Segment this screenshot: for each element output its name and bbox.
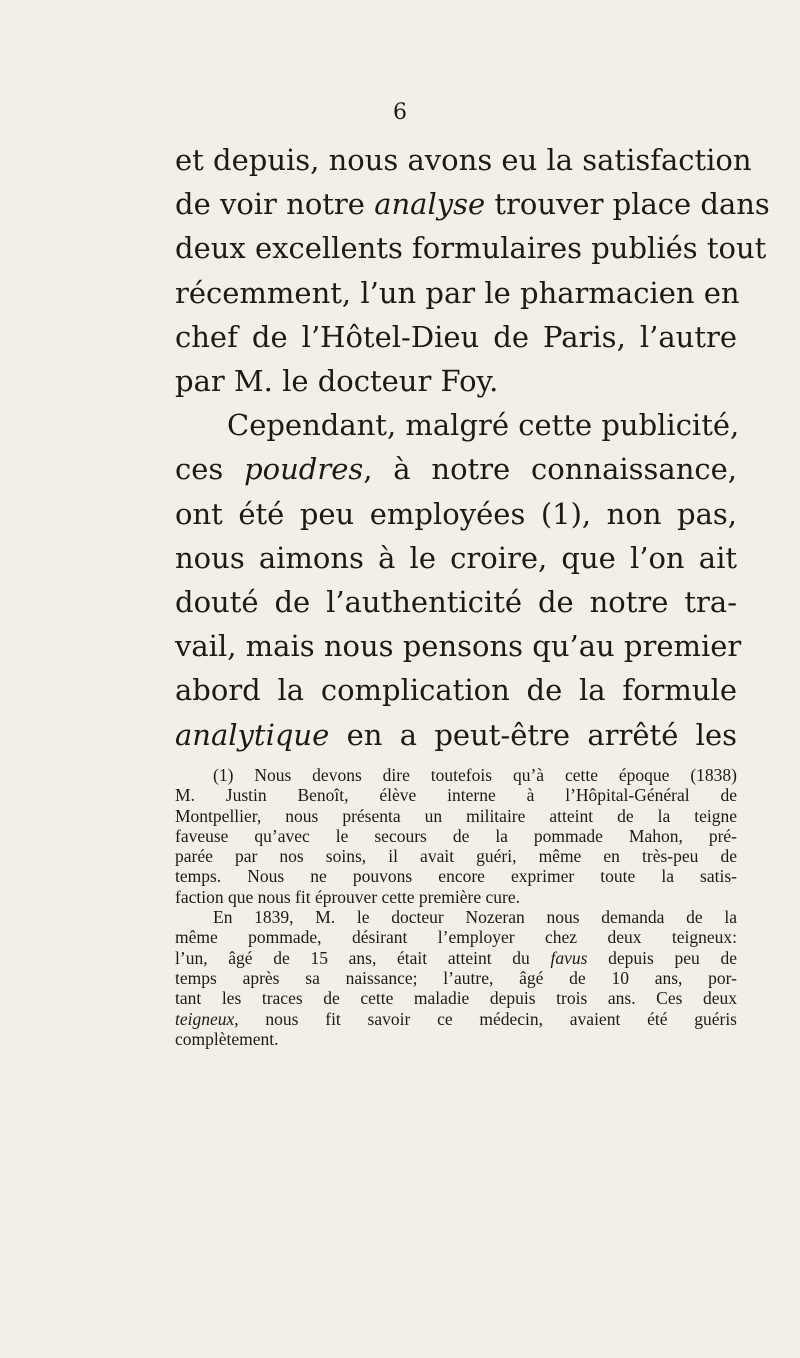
- footnote-line: parée par nos soins, il avait guéri, même en très-peu de: [175, 846, 737, 867]
- text-line: et depuis, nous avons eu la satisfaction: [175, 143, 752, 177]
- text-line: chef de l’Hôtel-Dieu de Paris, l’autre: [175, 319, 737, 354]
- emphasis-favus: favus: [550, 947, 588, 968]
- footnote-line: temps. Nous ne pouvons encore exprimer toute la satis-: [175, 866, 737, 887]
- footnote: [175, 765, 737, 1049]
- footnote-line: (1) Nous devons dire toutefois qu’à cette époque (1838): [213, 765, 737, 785]
- text-line: deux excellents formulaires publiés tout: [175, 231, 767, 266]
- emphasis-analyse: analyse: [374, 187, 486, 222]
- text-line: récemment, l’un par le pharmacien en: [175, 275, 740, 310]
- footnote-line: faveuse qu’avec le secours de la pommade Mahon, pré-: [175, 825, 737, 846]
- footnote-line: même pommade, désirant l’employer chez deux teigneux:: [175, 927, 737, 948]
- footnote-line: teigneux, nous fit savoir ce médecin, avaient été guéris: [175, 1008, 737, 1029]
- text-line: vail, mais nous pensons qu’au premier: [175, 629, 742, 664]
- text-line: douté de l’authenticité de notre tra-: [175, 585, 737, 620]
- main-text: [175, 138, 770, 757]
- footnote-line: l’un, âgé de 15 ans, était atteint du favus depuis peu de: [175, 947, 737, 968]
- text-line: abord la complication de la formule: [175, 673, 737, 708]
- page-number: 6: [393, 100, 407, 125]
- footnote-line: Montpellier, nous présenta un militaire atteint de la teigne: [175, 805, 737, 826]
- text-line: analytique en a peut-être arrêté les: [175, 717, 737, 752]
- text-line: ces poudres, à notre connaissance,: [175, 452, 738, 487]
- footnote-line: En 1839, M. le docteur Nozeran nous demanda de la: [213, 907, 737, 928]
- footnote-line: complètement.: [175, 1028, 279, 1049]
- footnote-line: faction que nous fit éprouver cette première cure.: [175, 886, 520, 907]
- text-line: ont été peu employées (1), non pas,: [175, 496, 737, 531]
- emphasis-analytique: analytique: [175, 717, 330, 752]
- footnote-line: M. Justin Benoît, élève interne à l’Hôpital-Général de: [175, 785, 737, 806]
- footnote-line: tant les traces de cette maladie depuis trois ans. Ces deux: [175, 988, 737, 1009]
- text-line: de voir notre analyse trouver place dans: [175, 187, 770, 222]
- text-line: Cependant, malgré cette publicité,: [227, 408, 740, 443]
- emphasis-poudres: poudres: [244, 452, 364, 487]
- text-line: par M. le docteur Foy.: [175, 364, 499, 399]
- emphasis-teigneux: teigneux: [175, 1008, 235, 1029]
- text-line: nous aimons à le croire, que l’on ait: [175, 540, 737, 575]
- footnote-line: temps après sa naissance; l’autre, âgé de 10 ans, por-: [175, 967, 737, 988]
